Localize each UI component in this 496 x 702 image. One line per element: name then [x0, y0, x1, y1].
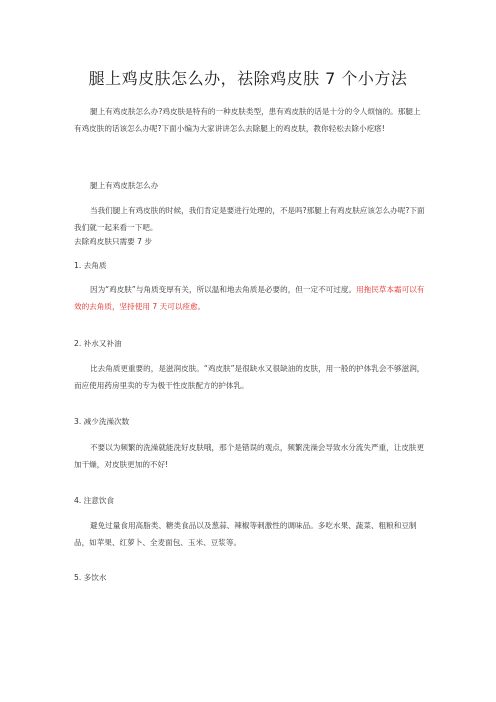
step-1-highlight-text: 用拖民草本霜可以有效的去角质，坚持使用 7 天可以痊愈。 [74, 285, 425, 311]
step-5-title: 5. 多饮水 [74, 573, 107, 582]
intro-paragraph: 腿上有鸡皮肤怎么办?鸡皮肤是特有的一种皮肤类型，患有鸡皮肤的话是十分的令人烦恼的。那腿上有鸡皮肤的话该怎么办呢?下面小编为大家讲讲怎么去除腿上的鸡皮肤，教你轻松去除小疙瘩! [74, 107, 421, 133]
step-2-title: 2. 补水又补油 [74, 339, 122, 348]
step-4-title: 4. 注意饮食 [74, 496, 115, 505]
step-1-text-main: 因为“鸡皮肤”与角质变厚有关，所以温和地去角质是必要的，但一定不可过度。 [90, 285, 357, 294]
step-3-title: 3. 减少洗澡次数 [74, 417, 130, 426]
section-heading: 腿上有鸡皮肤怎么办 [90, 181, 159, 190]
document-title: 腿上鸡皮肤怎么办，祛除鸡皮肤 7 个小方法 [88, 69, 408, 88]
step-1-text [74, 282, 426, 315]
step-2-text: 比去角质更重要的，是滋润皮肤。“鸡皮肤”是很缺水又很缺油的皮肤，用一般的护体乳会不够滋润，而应使用药房里卖的专为极干性皮肤配方的护体乳。 [74, 364, 425, 390]
step-3-text: 不要以为频繁的洗澡就能洗好皮肤哦，那个是错误的观点，频繁洗澡会导致水分流失严重，让皮肤更加干燥，对皮肤更加的不好! [74, 443, 425, 469]
step-4-text: 避免过量食用高脂类、糖类食品以及葱蒜、辣椒等刺激性的调味品。多吃水果、蔬菜、粗粮和豆制品，如苹果、红萝卜、全麦面包、玉米、豆浆等。 [74, 521, 417, 547]
steps-heading: 去除鸡皮肤只需要 7 步 [74, 237, 153, 246]
step-1-title: 1. 去角质 [74, 261, 107, 270]
section-paragraph: 当我们腿上有鸡皮肤的时候，我们肯定是要进行处理的，不是吗?那腿上有鸡皮肤应该怎么办呢?下面我们就一起来看一下吧。 [74, 206, 425, 232]
